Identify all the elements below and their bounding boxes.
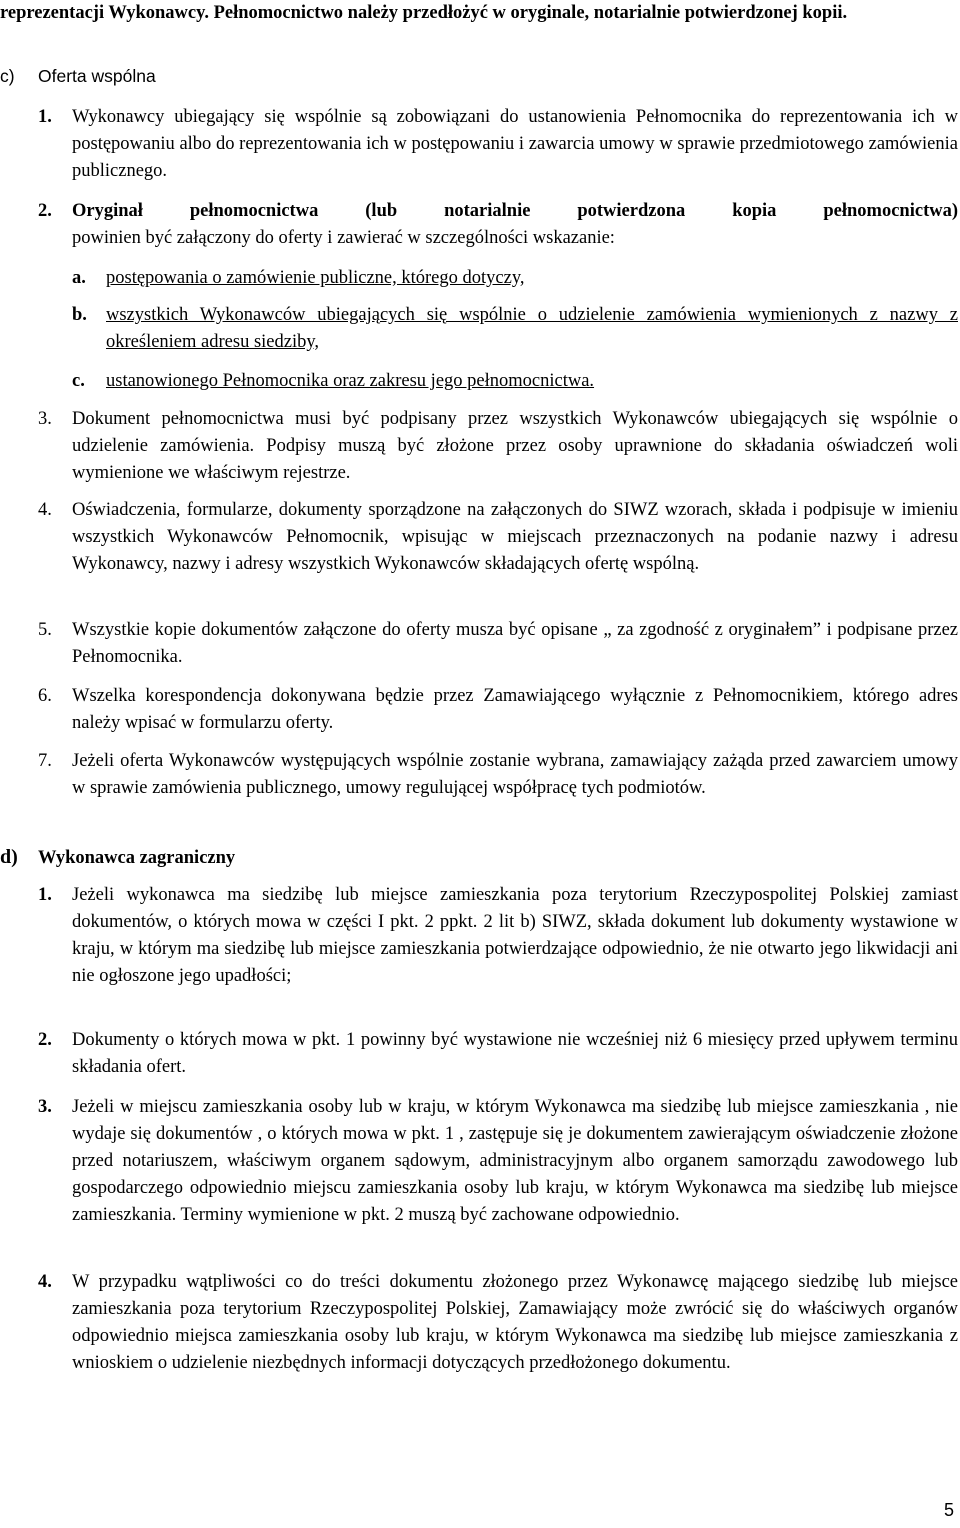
list-item: 1. Wykonawcy ubiegający się wspólnie są zobowiązani do ustanowienia Pełnomocnika do reprezentowania ich w postępowaniu albo do reprezentowania ich w postępowaniu i zawarcia umowy w sprawie przedmiotowego zamówienia publicznego. (38, 107, 958, 181)
section-d-title: Wykonawca zagraniczny (38, 848, 236, 868)
list-item: 1. Jeżeli wykonawca ma siedzibę lub miejsce zamieszkania poza terytorium Rzeczypospolitej Polskiej zamiast dokumentów, o których mowa w części I pkt. 2 ppkt. 2 lit b) SIWZ, składa dokument lub dokumenty wystawione w kraju, w którym ma siedzibę lub miejsce zamieszkania potwierdzające odpowiednio, że nie otwarto jego likwidacji ani nie ogłoszone jego upadłości; (38, 885, 958, 986)
section-d-letter: d) (0, 846, 18, 868)
list-item: 3. Jeżeli w miejscu zamieszkania osoby lub w kraju, w którym Wykonawca ma siedzibę lub miejsce zamieszkania , nie wydaje się dokumentów , o których mowa w pkt. 1 , zastępuje się je dokumentem zawierającym oświadczenie złożone przed notariuszem, właściwym organem sądowym, administracyjnym albo organem samorządu zawodowego lub gospodarczego odpowiednio miejscu zamieszkania osoby lub kraju, w którym Wykonawca ma siedzibę lub miejsce zamieszkania. Terminy wymienione w pkt. 2 muszą być zachowane odpowiednio. (38, 1097, 958, 1225)
list-item: 7. Jeżeli oferta Wykonawców występujących wspólnie zostanie wybrana, zamawiający zażąda przed zawarciem umowy w sprawie zamówienia publicznego, umowy regulującej współpracę tych podmiotów. (38, 751, 958, 798)
intro-paragraph: reprezentacji Wykonawcy. Pełnomocnictwo należy przedłożyć w oryginale, notarialnie potwierdzonej kopii. (0, 3, 848, 23)
list-item: 2. Dokumenty o których mowa w pkt. 1 powinny być wystawione nie wcześniej niż 6 miesięcy przed upływem terminu składania ofert. (38, 1030, 958, 1077)
sub-list-item: c. ustanowionego Pełnomocnika oraz zakresu jego pełnomocnictwa. (72, 371, 595, 391)
sub-list-item: a. postępowania o zamówienie publiczne, którego dotyczy, (72, 268, 525, 288)
section-c-title: Oferta wspólna (38, 66, 156, 86)
list-item: 6. Wszelka korespondencja dokonywana będzie przez Zamawiającego wyłącznie z Pełnomocnikiem, którego adres należy wpisać w formularzu oferty. (38, 686, 958, 733)
section-c-letter: c) (0, 66, 15, 86)
sub-list-item: b. wszystkich Wykonawców ubiegających się wspólnie o udzielenie zamówienia wymienionych z nazwy z określeniem adresu siedziby, (72, 305, 958, 352)
list-item: 4. Oświadczenia, formularze, dokumenty sporządzone na załączonych do SIWZ wzorach, składa i podpisuje w imieniu wszystkich Wykonawców Pełnomocnik, wpisując w miejscach przeznaczonych na podanie nazwy i adresu Wykonawcy, nazwy i adresy wszystkich Wykonawców składających ofertę wspólną. (38, 500, 958, 574)
list-item: 3. Dokument pełnomocnictwa musi być podpisany przez wszystkich Wykonawców ubiegających się wspólnie o udzielenie zamówienia. Podpisy muszą być złożone przez osoby uprawnione do składania oświadczeń woli wymienione we właściwym rejestrze. (38, 409, 958, 483)
list-item: 5. Wszystkie kopie dokumentów załączone do oferty musza być opisane „ za zgodność z oryginałem” i podpisane przez Pełnomocnika. (38, 620, 958, 667)
page-number: 5 (944, 1500, 955, 1520)
list-item: 4. W przypadku wątpliwości co do treści dokumentu złożonego przez Wykonawcę mającego siedzibę lub miejsce zamieszkania poza terytorium Rzeczypospolitej Polskiej, Zamawiający może zwrócić się do właściwych organów odpowiednio miejsca zamieszkania osoby lub kraju, w którym Wykonawca ma siedzibę lub miejsce zamieszkania z wnioskiem o udzielenie niezbędnych informacji dotyczących przedłożonego dokumentu. (38, 1272, 958, 1373)
list-item: 2. Oryginał pełnomocnictwa (lub notarialnie potwierdzona kopia pełnomocnictwa) powinien być załączony do oferty i zawierać w szczególności wskazanie: (38, 201, 958, 248)
section-c-heading (0, 63, 156, 91)
section-d-heading (0, 844, 235, 872)
